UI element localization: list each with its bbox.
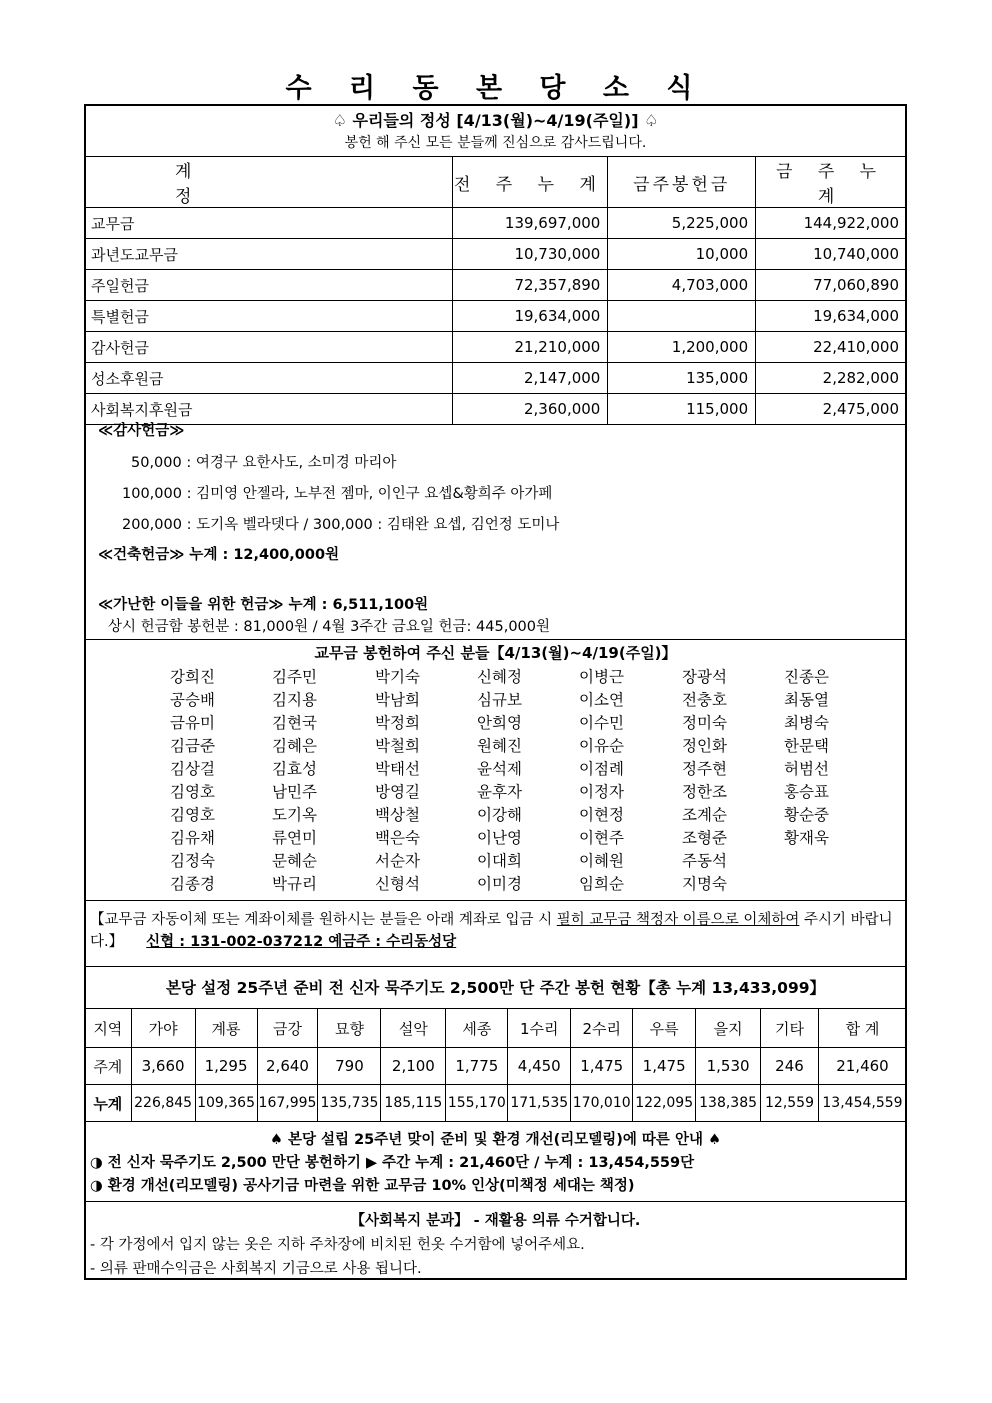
donor-name: 김지용 bbox=[272, 691, 317, 709]
week-total: 77,060,890 bbox=[756, 270, 907, 301]
account-name: 성소후원금 bbox=[85, 363, 453, 394]
divider bbox=[86, 1201, 905, 1202]
donor-name: 박태선 bbox=[375, 760, 420, 778]
donor-column bbox=[682, 666, 782, 896]
donor-name: 최병숙 bbox=[784, 714, 829, 732]
donor-name: 심규보 bbox=[477, 691, 522, 709]
donor-name: 백은숙 bbox=[375, 829, 420, 847]
column-header: 금강 bbox=[257, 1009, 318, 1048]
donor-name: 김금준 bbox=[170, 737, 215, 755]
poor-offering-detail: 상시 헌금함 봉헌분 : 81,000원 / 4월 3주간 금요일 헌금: 445,000원 bbox=[108, 619, 551, 635]
bulletin-frame bbox=[84, 104, 907, 1280]
donor-name: 원혜진 bbox=[477, 737, 522, 755]
week-total: 2,475,000 bbox=[756, 394, 907, 425]
donor-name: 정인화 bbox=[682, 737, 727, 755]
this-week bbox=[608, 301, 756, 332]
donor-name: 정미숙 bbox=[682, 714, 727, 732]
donor-name: 이현주 bbox=[579, 829, 624, 847]
donor-name: 한문택 bbox=[784, 737, 829, 755]
donor-name: 김혜은 bbox=[272, 737, 317, 755]
table-row bbox=[85, 301, 907, 332]
donor-name: 공승배 bbox=[170, 691, 215, 709]
donor-name: 안희영 bbox=[477, 714, 522, 732]
donor-name: 서순자 bbox=[375, 852, 420, 870]
table-cell: 1,295 bbox=[195, 1048, 257, 1085]
week-total: 19,634,000 bbox=[756, 301, 907, 332]
donor-name: 박남희 bbox=[375, 691, 420, 709]
table-cell: 122,095 bbox=[633, 1085, 696, 1122]
donor-name: 정주현 bbox=[682, 760, 727, 778]
offering-table bbox=[84, 156, 907, 425]
donor-column bbox=[579, 666, 679, 896]
donor-name: 주동석 bbox=[682, 852, 727, 870]
this-week: 135,000 bbox=[608, 363, 756, 394]
rosary-total-row bbox=[85, 1085, 907, 1122]
column-header: 우륵 bbox=[633, 1009, 696, 1048]
table-cell: 167,995 bbox=[257, 1085, 318, 1122]
offering-heading: ♤ 우리들의 정성 [4/13(월)~4/19(주일)] ♤ bbox=[332, 111, 659, 130]
table-cell: 13,454,559 bbox=[818, 1085, 906, 1122]
rosary-table bbox=[84, 1008, 907, 1122]
offering-subheading: 봉헌 해 주신 모든 분들께 진심으로 감사드립니다. bbox=[344, 135, 647, 151]
prev-total: 2,147,000 bbox=[452, 363, 608, 394]
donor-column bbox=[784, 666, 884, 850]
anniversary-guide bbox=[86, 1129, 905, 1198]
donor-name: 남민주 bbox=[272, 783, 317, 801]
table-cell: 1,530 bbox=[696, 1048, 761, 1085]
donor-column bbox=[477, 666, 577, 896]
column-header: 합 계 bbox=[818, 1009, 906, 1048]
donor-name: 문혜순 bbox=[272, 852, 317, 870]
prev-total: 21,210,000 bbox=[452, 332, 608, 363]
donor-name: 이미경 bbox=[477, 875, 522, 893]
donor-name: 이병근 bbox=[579, 668, 624, 686]
donor-name: 류연미 bbox=[272, 829, 317, 847]
table-cell: 226,845 bbox=[131, 1085, 195, 1122]
column-header: 설악 bbox=[381, 1009, 446, 1048]
donor-name: 김효성 bbox=[272, 760, 317, 778]
account-name: 주일헌금 bbox=[85, 270, 453, 301]
week-total: 22,410,000 bbox=[756, 332, 907, 363]
donor-name: 장광석 bbox=[682, 668, 727, 686]
donor-name: 금유미 bbox=[170, 714, 215, 732]
table-cell: 4,450 bbox=[508, 1048, 571, 1085]
column-header: 계룡 bbox=[195, 1009, 257, 1048]
this-week: 1,200,000 bbox=[608, 332, 756, 363]
table-cell: 185,115 bbox=[381, 1085, 446, 1122]
donor-name: 이현정 bbox=[579, 806, 624, 824]
donor-name: 이혜원 bbox=[579, 852, 624, 870]
week-total: 2,282,000 bbox=[756, 363, 907, 394]
table-cell: 2,100 bbox=[381, 1048, 446, 1085]
column-header: 1수리 bbox=[508, 1009, 571, 1048]
guide-item: ◑ 전 신자 묵주기도 2,500 만단 봉헌하기 ▶ 주간 누계 : 21,460단 / 누계 : 13,454,559단 bbox=[90, 1155, 695, 1171]
donor-name: 이정자 bbox=[579, 783, 624, 801]
donor-name: 박철희 bbox=[375, 737, 420, 755]
table-cell: 12,559 bbox=[761, 1085, 819, 1122]
column-header: 금주봉헌금 bbox=[608, 157, 756, 208]
account-name: 특별헌금 bbox=[85, 301, 453, 332]
guide-item: ◑ 환경 개선(리모델링) 공사기금 마련을 위한 교무금 10% 인상(미책정 세대는 책정) bbox=[90, 1178, 635, 1194]
guide-heading: ♠ 본당 설립 25주년 맞이 준비 및 환경 개선(리모델링)에 따른 안내 ♠ bbox=[269, 1132, 722, 1148]
prev-total: 72,357,890 bbox=[452, 270, 608, 301]
donor-name: 신형석 bbox=[375, 875, 420, 893]
notice-text: 【교무금 자동이체 또는 계좌이체를 원하시는 분들은 아래 계좌로 입금 시 bbox=[90, 912, 557, 928]
this-week: 4,703,000 bbox=[608, 270, 756, 301]
account-name: 교무금 bbox=[85, 208, 453, 239]
donor-name: 이강해 bbox=[477, 806, 522, 824]
building-offering: ≪건축헌금≫ 누계 : 12,400,000원 bbox=[98, 547, 340, 563]
notice-emphasis: 필히 교무금 책정자 이름으로 이체하여 bbox=[556, 912, 800, 928]
donor-name: 김유채 bbox=[170, 829, 215, 847]
table-cell: 170,010 bbox=[571, 1085, 633, 1122]
donor-name: 황순중 bbox=[784, 806, 829, 824]
rosary-heading: 본당 설정 25주년 준비 전 신자 묵주기도 2,500만 단 주간 봉헌 현황【총 누계 13,433,099】 bbox=[165, 979, 826, 997]
donor-name: 김종경 bbox=[170, 875, 215, 893]
table-cell: 21,460 bbox=[818, 1048, 906, 1085]
donor-name: 도기옥 bbox=[272, 806, 317, 824]
table-row bbox=[85, 363, 907, 394]
donor-name: 윤석제 bbox=[477, 760, 522, 778]
donor-column bbox=[272, 666, 372, 896]
table-cell: 790 bbox=[318, 1048, 381, 1085]
donor-name: 김주민 bbox=[272, 668, 317, 686]
table-row bbox=[85, 239, 907, 270]
donor-name: 이난영 bbox=[477, 829, 522, 847]
donor-name: 김영호 bbox=[170, 806, 215, 824]
donor-name: 정한조 bbox=[682, 783, 727, 801]
donor-name: 전충호 bbox=[682, 691, 727, 709]
divider bbox=[86, 966, 905, 967]
notice-text: 주시기 바랍니다.】 bbox=[90, 912, 893, 950]
donor-name: 신혜정 bbox=[477, 668, 522, 686]
account-name: 과년도교무금 bbox=[85, 239, 453, 270]
page-title: 수 리 동 본 당 소 식 bbox=[285, 73, 707, 104]
column-header: 금 주 누 계 bbox=[756, 157, 907, 208]
account-name: 감사헌금 bbox=[85, 332, 453, 363]
welfare-line: - 의류 판매수익금은 사회복지 기금으로 사용 됩니다. bbox=[90, 1261, 422, 1277]
table-cell: 155,170 bbox=[446, 1085, 508, 1122]
account-name: 사회복지후원금 bbox=[85, 394, 453, 425]
table-cell: 171,535 bbox=[508, 1085, 571, 1122]
donor-name: 조계순 bbox=[682, 806, 727, 824]
table-cell: 2,640 bbox=[257, 1048, 318, 1085]
welfare-heading: 【사회복지 분과】 - 재활용 의류 수거합니다. bbox=[350, 1213, 641, 1229]
prev-total: 139,697,000 bbox=[452, 208, 608, 239]
row-label: 주계 bbox=[85, 1048, 132, 1085]
rosary-week-row bbox=[85, 1048, 907, 1085]
rosary-header-row bbox=[85, 1009, 907, 1048]
donor-name: 이점례 bbox=[579, 760, 624, 778]
donor-name: 최동열 bbox=[784, 691, 829, 709]
donor-name: 백상철 bbox=[375, 806, 420, 824]
donor-name: 이소연 bbox=[579, 691, 624, 709]
donor-name: 황재욱 bbox=[784, 829, 829, 847]
table-cell: 1,475 bbox=[571, 1048, 633, 1085]
column-header: 2수리 bbox=[571, 1009, 633, 1048]
donor-name: 김정숙 bbox=[170, 852, 215, 870]
table-cell: 138,385 bbox=[696, 1085, 761, 1122]
prev-total: 2,360,000 bbox=[452, 394, 608, 425]
donor-name: 임희순 bbox=[579, 875, 624, 893]
donor-name: 지명숙 bbox=[682, 875, 727, 893]
welfare-notice bbox=[86, 1209, 905, 1281]
account-notice bbox=[90, 909, 901, 953]
this-week: 115,000 bbox=[608, 394, 756, 425]
column-header: 세종 bbox=[446, 1009, 508, 1048]
donor-column bbox=[375, 666, 475, 896]
table-cell: 109,365 bbox=[195, 1085, 257, 1122]
column-header: 기타 bbox=[761, 1009, 819, 1048]
donor-name: 박기숙 bbox=[375, 668, 420, 686]
row-label: 누계 bbox=[85, 1085, 132, 1122]
column-header: 을지 bbox=[696, 1009, 761, 1048]
table-cell: 1,775 bbox=[446, 1048, 508, 1085]
offering-header-row bbox=[85, 157, 907, 208]
table-cell: 3,660 bbox=[131, 1048, 195, 1085]
table-cell: 135,735 bbox=[318, 1085, 381, 1122]
donors-heading: 교무금 봉헌하여 주신 분들【4/13(월)~4/19(주일)】 bbox=[314, 644, 677, 662]
thanks-line: 200,000 : 도기옥 벨라뎃다 / 300,000 : 김태완 요셉, 김언정 도미나 bbox=[122, 517, 560, 533]
donor-name: 허범선 bbox=[784, 760, 829, 778]
poor-offering: ≪가난한 이들을 위한 헌금≫ 누계 : 6,511,100원 bbox=[98, 597, 429, 613]
donor-name: 김현국 bbox=[272, 714, 317, 732]
donor-name: 조형준 bbox=[682, 829, 727, 847]
prev-total: 10,730,000 bbox=[452, 239, 608, 270]
prev-total: 19,634,000 bbox=[452, 301, 608, 332]
this-week: 10,000 bbox=[608, 239, 756, 270]
thanks-heading: ≪감사헌금≫ bbox=[98, 423, 185, 439]
welfare-line: - 각 가정에서 입지 않는 옷은 지하 주차장에 비치된 헌옷 수거함에 넣어주세요. bbox=[90, 1237, 585, 1253]
table-cell: 1,475 bbox=[633, 1048, 696, 1085]
week-total: 10,740,000 bbox=[756, 239, 907, 270]
column-header: 지역 bbox=[85, 1009, 132, 1048]
donor-name: 윤후자 bbox=[477, 783, 522, 801]
bank-account: 신협 : 131-002-037212 예금주 : 수리동성당 bbox=[146, 934, 457, 950]
donor-name: 이대희 bbox=[477, 852, 522, 870]
donor-name: 박정희 bbox=[375, 714, 420, 732]
donor-name: 이수민 bbox=[579, 714, 624, 732]
column-header: 묘향 bbox=[318, 1009, 381, 1048]
donor-name: 진종은 bbox=[784, 668, 829, 686]
thanks-line: 50,000 : 여경구 요한사도, 소미경 마리아 bbox=[131, 455, 397, 471]
table-row bbox=[85, 208, 907, 239]
column-header: 계 정 bbox=[85, 157, 453, 208]
table-row bbox=[85, 332, 907, 363]
column-header: 전 주 누 계 bbox=[452, 157, 608, 208]
divider bbox=[86, 639, 905, 640]
table-row bbox=[85, 270, 907, 301]
donor-name: 김상걸 bbox=[170, 760, 215, 778]
donor-name: 방영길 bbox=[375, 783, 420, 801]
donor-name: 홍승표 bbox=[784, 783, 829, 801]
donor-name: 박규리 bbox=[272, 875, 317, 893]
divider bbox=[86, 900, 905, 901]
thanks-line: 100,000 : 김미영 안젤라, 노부전 젬마, 이인구 요셉&황희주 아가페 bbox=[122, 486, 553, 502]
donor-name: 김영호 bbox=[170, 783, 215, 801]
donor-column bbox=[170, 666, 270, 896]
table-cell: 246 bbox=[761, 1048, 819, 1085]
column-header: 가야 bbox=[131, 1009, 195, 1048]
this-week: 5,225,000 bbox=[608, 208, 756, 239]
donor-name: 강희진 bbox=[170, 668, 215, 686]
week-total: 144,922,000 bbox=[756, 208, 907, 239]
table-row bbox=[85, 394, 907, 425]
donor-name: 이유순 bbox=[579, 737, 624, 755]
